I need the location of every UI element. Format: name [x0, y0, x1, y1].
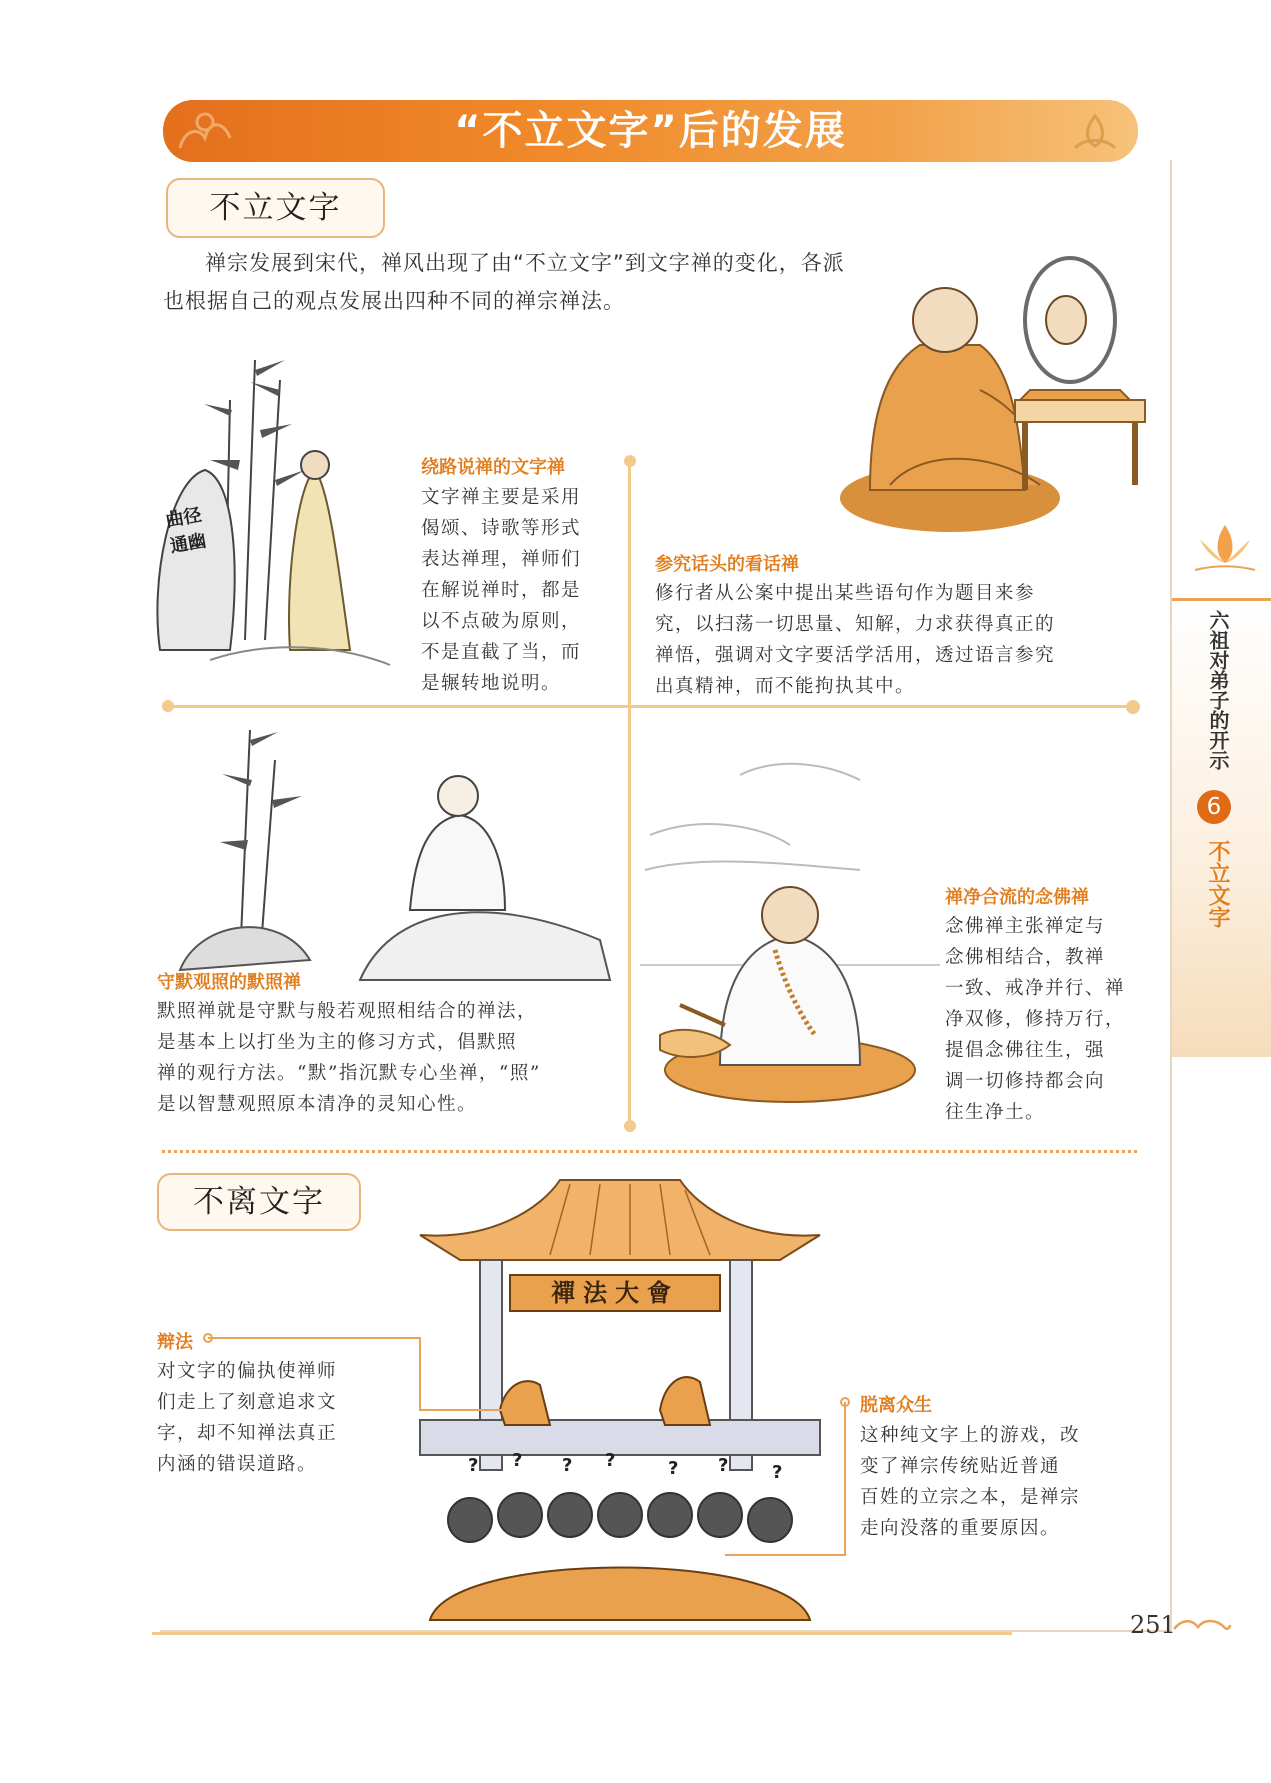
text-line: 以不点破为原则，	[421, 611, 582, 632]
page-number: 251	[1130, 1611, 1176, 1639]
text-line: 内涵的错误道路。	[157, 1454, 318, 1475]
question-mark: ?	[468, 1455, 479, 1476]
lotus-icon	[1185, 515, 1265, 575]
method-heading-nianfochan: 禅净合流的念佛禅	[945, 887, 1089, 908]
dotted-separator	[162, 1150, 1137, 1153]
text-line: 是基本上以打坐为主的修习方式，倡默照	[157, 1032, 518, 1053]
chapter-title: 六祖对弟子的开示	[1206, 610, 1230, 770]
bottom-rule	[152, 1632, 1012, 1635]
text-line: 出真精神，而不能拘执其中。	[655, 676, 916, 697]
chapter-number-badge: 6	[1197, 790, 1231, 824]
section-title-vertical: 不立文字	[1205, 840, 1230, 928]
method-text-wenzichan	[421, 482, 621, 699]
note-heading-tuolizhongsheng: 脱离众生	[860, 1395, 932, 1416]
text-line: 往生净土。	[945, 1102, 1046, 1123]
question-mark: ?	[668, 1458, 679, 1479]
temple-sign: 禪法大會	[551, 1278, 679, 1307]
method-heading-mozhaochan: 守默观照的默照禅	[157, 972, 301, 993]
monk-mirror-illustration	[830, 250, 1160, 540]
text-line: 不是直截了当，而	[421, 642, 582, 663]
question-mark: ?	[718, 1455, 729, 1476]
text-line: 修行者从公案中提出某些语句作为题目来参	[655, 583, 1036, 604]
question-mark: ?	[512, 1450, 523, 1471]
text-line: 净双修，修持万行，	[945, 1009, 1126, 1030]
page-title: “不立文字”后的发展	[454, 108, 847, 154]
text-line: 是辗转地说明。	[421, 673, 562, 694]
text-line: 究，以扫荡一切思量、知解，力求获得真正的	[655, 614, 1056, 635]
text-line: 变了禅宗传统贴近普通	[860, 1456, 1061, 1477]
note-text-tuolizhongsheng	[860, 1420, 1130, 1544]
text-line: 偈颂、诗歌等形式	[421, 518, 582, 539]
text-line: 表达禅理，禅师们	[421, 549, 582, 570]
note-heading-bianfa: 辩法	[157, 1332, 193, 1353]
method-text-mozhaochan	[157, 996, 627, 1120]
text-line: 字，却不知禅法真正	[157, 1423, 338, 1444]
method-heading-wenzichan: 绕路说禅的文字禅	[421, 457, 565, 478]
text-line: 文字禅主要是采用	[421, 487, 582, 508]
text-line: 百姓的立宗之本，是禅宗	[860, 1487, 1081, 1508]
method-text-nianfochan	[945, 911, 1135, 1128]
intro-paragraph	[163, 244, 863, 320]
text-line: 走向没落的重要原因。	[860, 1518, 1061, 1539]
section-label-buli: 不立文字	[166, 178, 385, 238]
divider-dot	[162, 700, 174, 712]
question-mark: ?	[772, 1462, 783, 1483]
text-line: 是以智慧观照原本清净的灵知心性。	[157, 1094, 478, 1115]
method-text-kanhuachan	[655, 578, 1125, 702]
meditating-monk-rock-illustration	[160, 720, 620, 990]
text-line: 念佛相结合，教禅	[945, 947, 1106, 968]
text-line: 一致、戒净并行、禅	[945, 978, 1126, 999]
text-line: 禅悟，强调对文字要活学活用，透过语言参究	[655, 645, 1056, 666]
text-line: 这种纯文字上的游戏，改	[860, 1425, 1081, 1446]
divider-dot	[624, 455, 636, 467]
rock-inscription: 曲径通幽	[164, 504, 208, 558]
question-mark: ?	[605, 1450, 616, 1471]
cloud-ornament-icon	[1172, 1615, 1232, 1637]
divider-dot	[624, 1120, 636, 1132]
text-line: 调一切修持都会向	[945, 1071, 1106, 1092]
divider-horizontal	[168, 705, 1136, 708]
text-line: 念佛禅主张禅定与	[945, 916, 1106, 937]
question-mark: ?	[562, 1455, 573, 1476]
intro-text: 禅宗发展到宋代，禅风出现了由“不立文字”到文字禅的变化，各派也根据自己的观点发展出四种不同的禅宗禅法。	[163, 251, 845, 313]
note-text-bianfa	[157, 1356, 377, 1480]
text-line: 默照禅就是守默与般若观照相结合的禅法，	[157, 1001, 538, 1022]
text-line: 们走上了刻意追求文	[157, 1392, 338, 1413]
text-line: 禅的观行方法。“默”指沉默专心坐禅，“照”	[157, 1063, 541, 1084]
divider-dot	[1126, 700, 1140, 714]
section-label-buli-wenzi: 不离文字	[157, 1173, 361, 1231]
text-line: 提倡念佛往生，强	[945, 1040, 1106, 1061]
monk-prayer-beads-illustration	[640, 755, 940, 1115]
method-heading-kanhuachan: 参究话头的看话禅	[655, 554, 799, 575]
divider-vertical	[628, 460, 631, 1128]
text-line: 对文字的偏执使禅师	[157, 1361, 338, 1382]
text-line: 在解说禅时，都是	[421, 580, 582, 601]
